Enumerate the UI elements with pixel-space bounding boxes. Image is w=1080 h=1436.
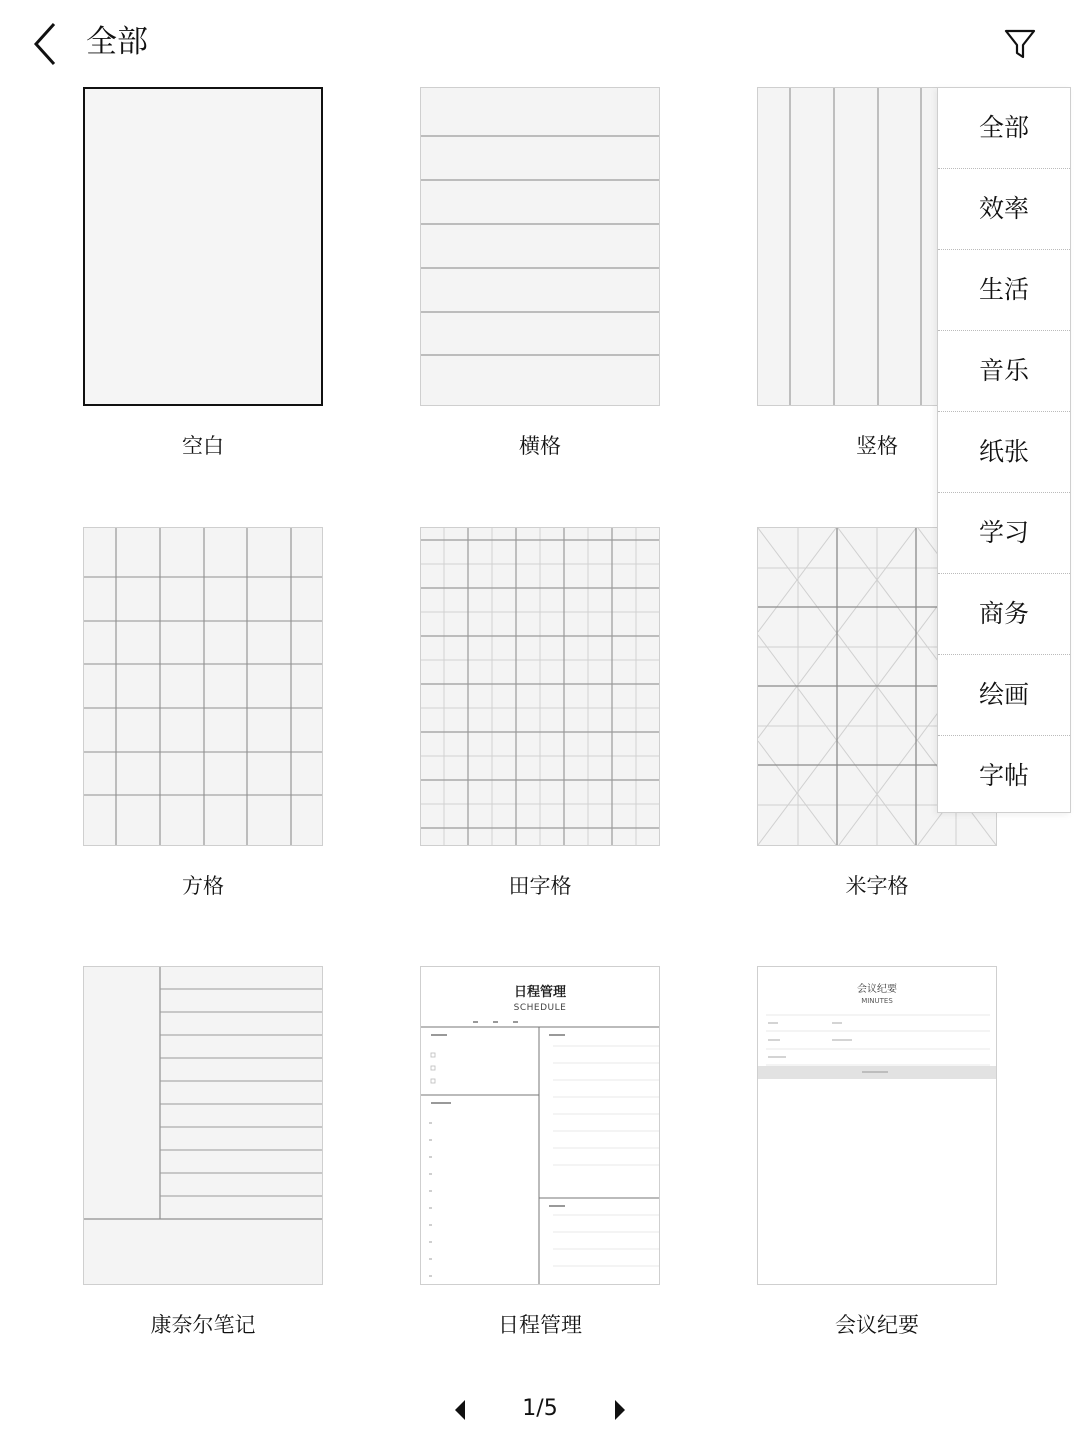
minutes-thumb-title: 会议纪要 (857, 984, 897, 995)
template-label-cornell: 康奈尔笔记 (150, 1313, 256, 1337)
page-indicator: 1/5 (522, 1396, 558, 1421)
template-label-mi-grid: 米字格 (845, 874, 909, 898)
filter-item-life[interactable]: 生活 (938, 250, 1070, 331)
filter-dropdown-menu (937, 87, 1071, 813)
schedule-thumb-subtitle: SCHEDULE (513, 1003, 567, 1013)
chevron-left-icon (26, 20, 70, 68)
prev-page-button[interactable] (448, 1398, 472, 1422)
filter-item-efficiency[interactable]: 效率 (938, 169, 1070, 250)
triangle-right-icon (608, 1398, 632, 1422)
template-thumbnail-cornell (83, 966, 323, 1285)
minutes-thumb-subtitle: MINUTES (861, 997, 893, 1005)
filter-button[interactable] (998, 22, 1042, 66)
pagination (0, 1388, 1080, 1432)
template-thumbnail-schedule (420, 966, 660, 1285)
template-label-schedule: 日程管理 (498, 1313, 582, 1337)
filter-item-copybook[interactable]: 字帖 (978, 761, 1029, 790)
funnel-icon (998, 22, 1042, 66)
template-label-vertical: 竖格 (856, 434, 898, 458)
template-label-lined: 横格 (519, 434, 561, 458)
template-thumbnail-grid (83, 527, 323, 846)
template-label-tian-grid: 田字格 (508, 874, 572, 898)
header (0, 0, 1080, 86)
filter-item-study[interactable]: 学习 (938, 493, 1070, 574)
filter-item-all[interactable]: 全部 (938, 88, 1070, 169)
template-label-blank: 空白 (182, 434, 224, 458)
triangle-left-icon (448, 1398, 472, 1422)
template-label-grid: 方格 (182, 874, 224, 898)
back-button[interactable] (26, 20, 70, 68)
schedule-thumb-title: 日程管理 (513, 985, 566, 1000)
template-thumbnail-minutes (757, 966, 997, 1285)
next-page-button[interactable] (608, 1398, 632, 1422)
filter-item-music[interactable]: 音乐 (938, 331, 1070, 412)
page-title: 全部 (86, 24, 148, 60)
template-thumbnail-blank (83, 87, 323, 406)
template-label-minutes: 会议纪要 (835, 1313, 919, 1337)
template-thumbnail-tian-grid (420, 527, 660, 846)
filter-item-business[interactable]: 商务 (938, 574, 1070, 655)
filter-item-paper[interactable]: 纸张 (938, 412, 1070, 493)
template-thumbnail-lined (420, 87, 660, 406)
filter-item-drawing[interactable]: 绘画 (938, 655, 1070, 736)
